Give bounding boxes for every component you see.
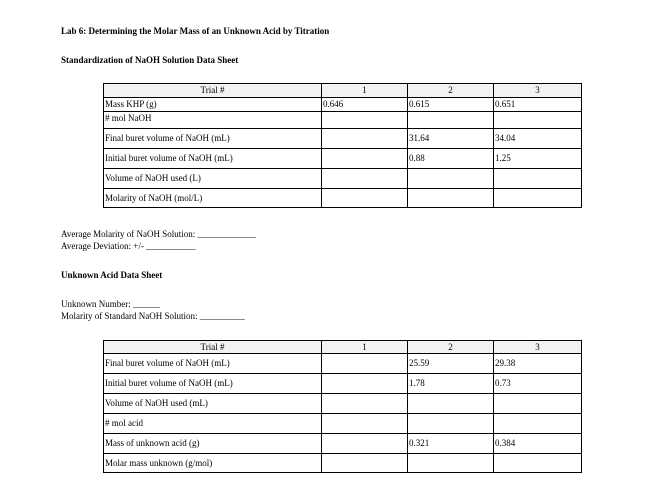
- unknown-acid-heading: Unknown Acid Data Sheet: [61, 270, 163, 280]
- column-header: 2: [408, 341, 494, 354]
- column-header: 3: [494, 84, 582, 98]
- column-header: 1: [322, 84, 408, 98]
- average-molarity-line: Average Molarity of NaOH Solution: _____________: [61, 229, 257, 239]
- table-cell: [408, 189, 494, 208]
- column-header: 2: [408, 84, 494, 98]
- row-label: Molarity of NaOH (mol/L): [104, 189, 322, 208]
- table-cell: [322, 189, 408, 208]
- row-label: Volume of NaOH used (L): [104, 169, 322, 189]
- row-label: Volume of NaOH used (mL): [104, 394, 322, 414]
- average-deviation-line: Average Deviation: +/- ___________: [61, 241, 196, 251]
- table-cell: [322, 454, 408, 473]
- row-label: Mass of unknown acid (g): [104, 434, 322, 454]
- table-row: [104, 414, 582, 434]
- table-row: [104, 394, 582, 414]
- standardization-heading: Standardization of NaOH Solution Data Sheet: [61, 55, 239, 65]
- table-cell: [494, 169, 582, 189]
- table-cell: [322, 414, 408, 434]
- unknown-acid-table: [103, 340, 582, 473]
- table-header-row: [104, 341, 582, 354]
- table-row: [104, 434, 582, 454]
- table-cell: [408, 394, 494, 414]
- table-cell: [494, 454, 582, 473]
- table-row: [104, 189, 582, 208]
- table-cell: [322, 169, 408, 189]
- row-label: Initial buret volume of NaOH (mL): [104, 149, 322, 169]
- table-cell: 0.321: [408, 434, 494, 454]
- table-cell: 1.25: [494, 149, 582, 169]
- column-header: Trial #: [104, 84, 322, 98]
- row-label: Initial buret volume of NaOH (mL): [104, 374, 322, 394]
- table-cell: 25.59: [408, 354, 494, 374]
- table-cell: [408, 169, 494, 189]
- column-header: 1: [322, 341, 408, 354]
- column-header: Trial #: [104, 341, 322, 354]
- table-row: [104, 354, 582, 374]
- table-cell: 0.88: [408, 149, 494, 169]
- table-cell: [322, 149, 408, 169]
- table-cell: [494, 394, 582, 414]
- table-cell: [322, 434, 408, 454]
- table-cell: 31.64: [408, 129, 494, 149]
- row-label: Final buret volume of NaOH (mL): [104, 354, 322, 374]
- table-cell: [322, 129, 408, 149]
- table-row: [104, 129, 582, 149]
- row-label: Mass KHP (g): [104, 98, 322, 112]
- table-cell: [408, 454, 494, 473]
- row-label: Molar mass unknown (g/mol): [104, 454, 322, 473]
- table-cell: [408, 112, 494, 129]
- table-cell: [408, 414, 494, 434]
- row-label: # mol NaOH: [104, 112, 322, 129]
- standard-molarity-line: Molarity of Standard NaOH Solution: __________: [61, 311, 245, 321]
- table-cell: 0.615: [408, 98, 494, 112]
- table-row: [104, 112, 582, 129]
- table-cell: 34.04: [494, 129, 582, 149]
- standardization-table: [103, 83, 582, 208]
- table-cell: 0.73: [494, 374, 582, 394]
- table-cell: 0.651: [494, 98, 582, 112]
- table-cell: 0.646: [322, 98, 408, 112]
- table-row: [104, 169, 582, 189]
- table-header-row: [104, 84, 582, 98]
- page-title: Lab 6: Determining the Molar Mass of an Unknown Acid by Titration: [61, 26, 330, 36]
- table-row: [104, 98, 582, 112]
- table-row: [104, 149, 582, 169]
- table-cell: 1.78: [408, 374, 494, 394]
- table-cell: 0.384: [494, 434, 582, 454]
- unknown-number-line: Unknown Number: ______: [61, 299, 160, 309]
- table-cell: [322, 394, 408, 414]
- table-row: [104, 454, 582, 473]
- table-cell: [322, 112, 408, 129]
- table-cell: [494, 414, 582, 434]
- table-cell: 29.38: [494, 354, 582, 374]
- table-cell: [494, 112, 582, 129]
- table-row: [104, 374, 582, 394]
- table-cell: [494, 189, 582, 208]
- table-cell: [322, 354, 408, 374]
- table-cell: [322, 374, 408, 394]
- row-label: Final buret volume of NaOH (mL): [104, 129, 322, 149]
- column-header: 3: [494, 341, 582, 354]
- row-label: # mol acid: [104, 414, 322, 434]
